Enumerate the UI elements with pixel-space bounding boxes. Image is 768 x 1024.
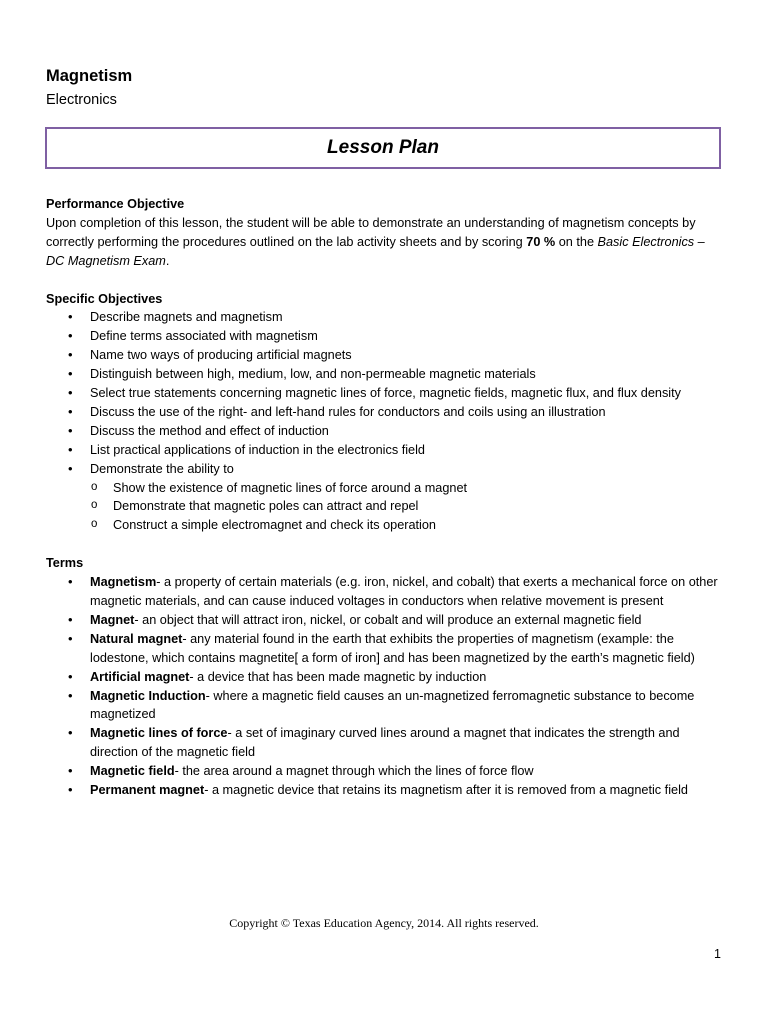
term-item bbox=[46, 724, 726, 762]
term-definition: - an object that will attract iron, nickel, or cobalt and will produce an external magnetic field bbox=[134, 612, 642, 627]
term-name: Magnetic field bbox=[90, 764, 175, 779]
term-name: Natural magnet bbox=[90, 631, 183, 646]
objective-text-part: Upon completion of this lesson, the student will be able to demonstrate an understanding of magnetism concepts by correctly performing the procedures outlined on the lab activity sheets and by scoring bbox=[46, 215, 696, 249]
performance-objective-heading: Performance Objective bbox=[46, 197, 185, 211]
term-definition: - any material found in the earth that exhibits the properties of magnetism (example: the lodestone, which contains magnetite[ a form of iron] and has been magnetized by the earth’s magnetic field) bbox=[90, 631, 695, 665]
objective-subitem: o Construct a simple electromagnet and check its operation bbox=[46, 516, 726, 535]
term-item bbox=[46, 573, 726, 611]
objective-item: • Discuss the use of the right- and left-hand rules for conductors and coils using an illustration bbox=[46, 403, 726, 422]
objective-item bbox=[46, 460, 726, 536]
term-item bbox=[46, 611, 726, 630]
specific-objectives-list bbox=[46, 308, 726, 535]
objective-item: • Name two ways of producing artificial magnets bbox=[46, 346, 726, 365]
spacer bbox=[46, 271, 726, 290]
document-title: Magnetism bbox=[46, 67, 133, 85]
term-name: Magnetic Induction bbox=[90, 688, 206, 703]
term-name: Magnetic lines of force bbox=[90, 726, 228, 741]
lesson-plan-heading: Lesson Plan bbox=[327, 137, 439, 158]
objective-item: • Describe magnets and magnetism bbox=[46, 308, 726, 327]
term-definition: - a magnetic device that retains its magnetism after it is removed from a magnetic field bbox=[204, 783, 688, 798]
copyright-footer: Copyright © Texas Education Agency, 2014. All rights reserved. bbox=[229, 916, 539, 930]
objective-exam-name: Basic Electronics – DC Magnetism Exam bbox=[46, 234, 705, 268]
term-name: Magnet bbox=[90, 612, 135, 627]
term-item bbox=[46, 687, 726, 725]
document-subtitle: Electronics bbox=[46, 92, 117, 108]
performance-objective-text bbox=[46, 214, 726, 271]
term-item bbox=[46, 781, 726, 800]
term-definition: - a device that has been made magnetic by induction bbox=[189, 669, 487, 684]
objective-item-label: Demonstrate the ability to bbox=[90, 461, 234, 476]
objective-text-part: on the bbox=[555, 234, 598, 249]
document-body bbox=[46, 195, 726, 800]
terms-heading: Terms bbox=[46, 556, 84, 571]
terms-list bbox=[46, 573, 726, 800]
term-name: Permanent magnet bbox=[90, 783, 205, 798]
term-definition: - where a magnetic field causes an un-magnetized ferromagnetic substance to become magnetized bbox=[90, 688, 695, 722]
term-definition: - a property of certain materials (e.g. iron, nickel, and cobalt) that exerts a mechanical force on other magnetic materials, and can cause induced voltages in conductors when relative movement is present bbox=[90, 575, 718, 608]
term-item bbox=[46, 668, 726, 687]
term-item bbox=[46, 762, 726, 781]
objective-subitem: o Show the existence of magnetic lines of force around a magnet bbox=[46, 479, 726, 498]
term-definition: - the area around a magnet through which the lines of force flow bbox=[174, 764, 534, 779]
objective-subitem: o Demonstrate that magnetic poles can attract and repel bbox=[46, 497, 726, 516]
term-definition: - a set of imaginary curved lines around a magnet that indicates the strength and direction of the magnetic field bbox=[90, 726, 680, 760]
lesson-plan-banner bbox=[45, 127, 721, 169]
objective-item: • Discuss the method and effect of induction bbox=[46, 422, 726, 441]
specific-objectives-heading: Specific Objectives bbox=[46, 291, 163, 306]
spacer bbox=[46, 535, 726, 554]
objective-text-part: . bbox=[165, 253, 170, 268]
objective-sublist bbox=[46, 479, 726, 536]
term-name: Artificial magnet bbox=[90, 669, 190, 684]
objective-item: • Distinguish between high, medium, low, and non-permeable magnetic materials bbox=[46, 365, 726, 384]
objective-item: • Select true statements concerning magnetic lines of force, magnetic fields, magnetic flux, and flux density bbox=[46, 384, 726, 403]
objective-score: 70 % bbox=[526, 234, 556, 249]
term-name: Magnetism bbox=[90, 575, 157, 590]
term-item bbox=[46, 630, 726, 668]
page-number: 1 bbox=[714, 947, 721, 961]
objective-item: • List practical applications of induction in the electronics field bbox=[46, 441, 726, 460]
objective-item: • Define terms associated with magnetism bbox=[46, 327, 726, 346]
